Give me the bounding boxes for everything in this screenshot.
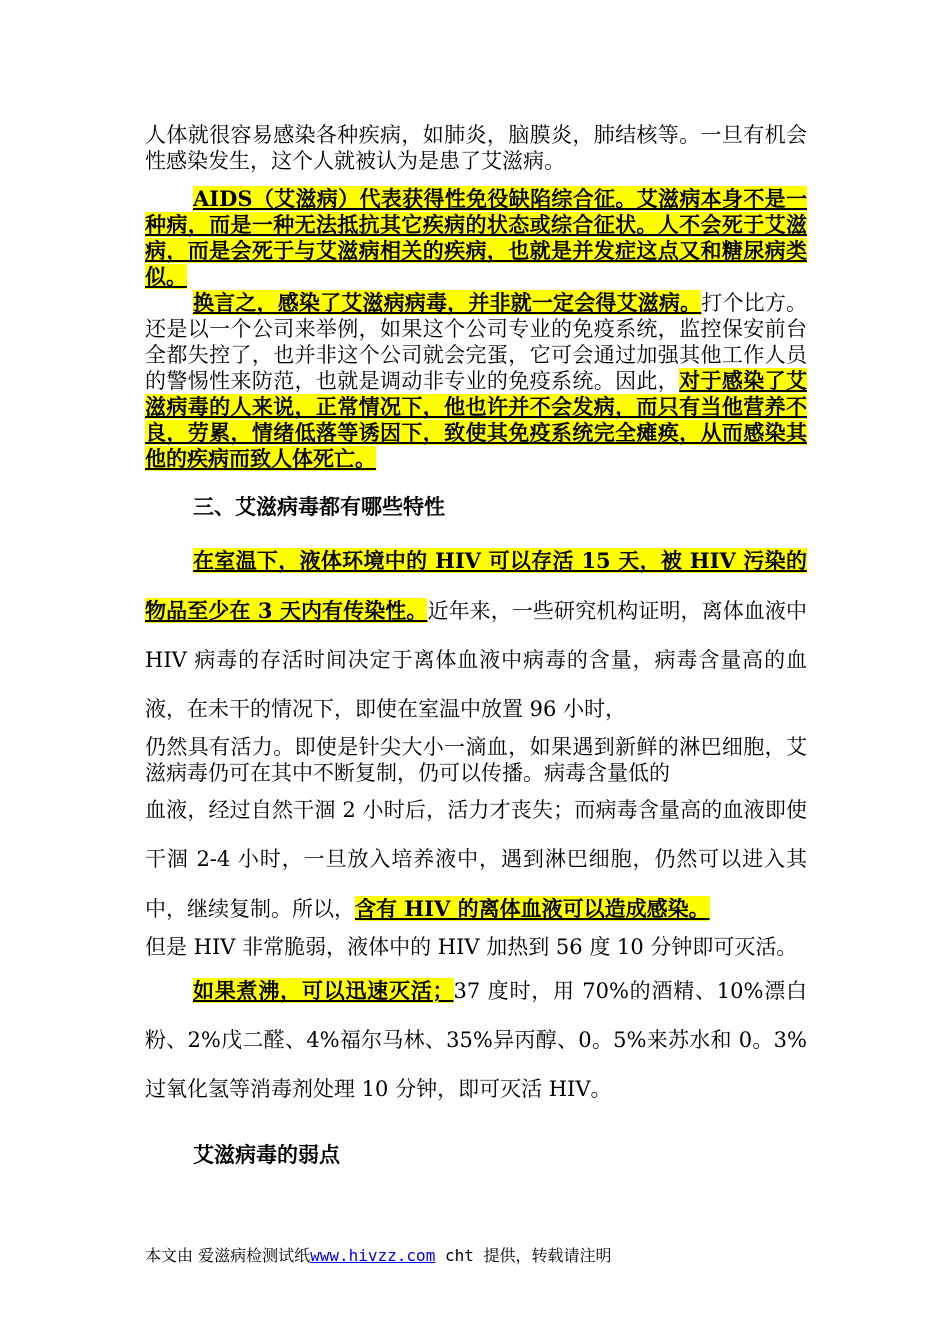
document-body — [145, 122, 807, 1168]
paragraph-inactivation — [145, 966, 807, 1114]
highlight-infection-not-disease: 换言之，感染了艾滋病病毒，并非就一定会得艾滋病。 — [193, 290, 702, 315]
footer-prefix: 本文由 爱滋病检测试纸 — [145, 1246, 311, 1265]
analogy-text: 打个比方。还是以一个公司来举例，如果这个公司专业的免疫系统，监控保安前台全都失控了，也并非这个公司就会完蛋，它可会通过加强其他工作人员的警惕性来防范，也就是调动非专业的免疫系统。因此， — [145, 291, 808, 393]
section-heading-hiv-characteristics: 三、艾滋病毒都有哪些特性 — [193, 494, 445, 519]
footer-link[interactable]: www.hivzz.com — [310, 1246, 436, 1265]
highlight-immune-collapse: 对于感染了艾滋病毒的人来说，正常情况下，他也许并不会发病，而只有当他营养不良，劳累，情绪低落等诱因下，致使其免疫系统完全瘫痪，从而感染其他的疾病而致人体死亡。 — [145, 368, 808, 471]
paragraph-fragile: 但是 HIV 非常脆弱，液体中的 HIV 加热到 56 度 10 分钟即可灭活。 — [145, 935, 798, 959]
paragraph-1: 人体就很容易感染各种疾病，如肺炎，脑膜炎，肺结核等。一旦有机会性感染发生，这个人就被认为是患了艾滋病。 — [145, 123, 807, 173]
footer-middle: cht — [435, 1246, 484, 1265]
highlight-blood-infection: 含有 HIV 的离体血液可以造成感染。 — [355, 896, 710, 921]
paragraph-survival — [145, 536, 807, 734]
highlight-boiling: 如果煮沸，可以迅速灭活； — [193, 978, 454, 1003]
footer-credit — [145, 1246, 612, 1266]
paragraph-vitality: 仍然具有活力。即使是针尖大小一滴血，如果遇到新鲜的淋巴细胞，艾滋病毒仍可在其中不断复制，仍可以传播。病毒含量低的 — [145, 735, 807, 785]
footer-suffix: 提供，转载请注明 — [483, 1246, 612, 1265]
dried-blood-text: 血液，经过自然干涸 2 小时后，活力才丧失；而病毒含量高的血液即使干涸 2-4 小时，一旦放入培养液中，遇到淋巴细胞，仍然可以进入其中，继续复制。所以， — [145, 798, 807, 921]
highlight-survival-time: 在室温下，液体环境中的 HIV 可以存活 15 天，被 HIV 污染的物品至少在 3 天内有传染性。 — [145, 548, 807, 623]
disinfectant-text: 37 度时，用 70%的酒精、10%漂白粉、2%戊二醛、4%福尔马林、35%异丙醇、0。5%来苏水和 0。3%过氧化氢等消毒剂处理 10 分钟，即可灭活 HIV。 — [145, 979, 807, 1101]
paragraph-dried-blood — [145, 786, 807, 934]
paragraph-aids-definition — [145, 186, 807, 290]
highlight-aids-definition: AIDS（艾滋病）代表获得性免役缺陷综合征。艾滋病本身不是一种病，而是一种无法抵抗其它疾病的状态或综合征状。人不会死于艾滋病，而是会死于与艾滋病相关的疾病，也就是并发症这点又和糖尿病类似。 — [145, 186, 807, 289]
paragraph-analogy — [145, 290, 807, 472]
survival-text: 近年来，一些研究机构证明，离体血液中 HIV 病毒的存活时间决定于离体血液中病毒的含量，病毒含量高的血液，在未干的情况下，即使在室温中放置 96 小时， — [145, 599, 807, 721]
section-heading-weakness: 艾滋病毒的弱点 — [193, 1142, 340, 1167]
